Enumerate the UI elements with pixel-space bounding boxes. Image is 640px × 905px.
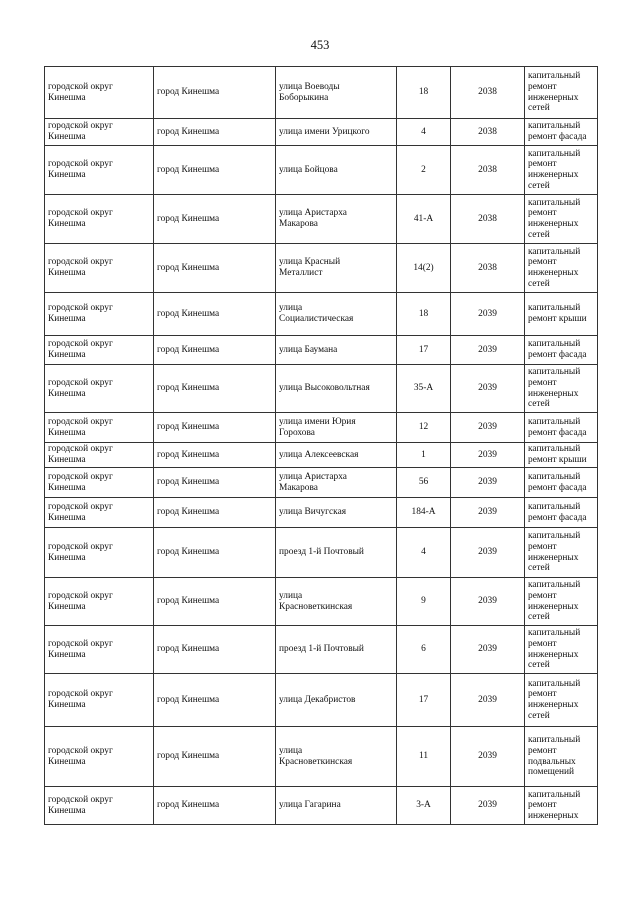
settlement-cell [154,119,276,146]
municipality-text: городской округ Кинешма [48,541,113,563]
house-number-text: 9 [421,596,426,607]
year-text: 2039 [478,694,497,705]
work-type-cell [525,119,598,146]
municipality-text: городской округ Кинешма [48,81,113,103]
year-cell [451,146,525,195]
street-text: улица Аристарха Макарова [279,471,347,493]
year-cell [451,119,525,146]
year-cell [451,528,525,578]
house-number-cell [397,146,451,195]
settlement-text: город Кинешма [157,344,220,355]
year-cell [451,365,525,413]
house-number-text: 184-А [411,507,436,518]
settlement-cell [154,67,276,119]
municipality-cell [45,498,154,528]
municipality-cell [45,365,154,413]
street-cell [276,336,397,365]
street-cell [276,528,397,578]
settlement-text: город Кинешма [157,751,220,762]
work-type-cell [525,727,598,787]
year-text: 2039 [478,422,497,433]
work-type-cell [525,443,598,468]
house-number-cell [397,443,451,468]
table-row [45,498,598,528]
year-text: 2038 [478,87,497,98]
table-row [45,195,598,244]
year-cell [451,468,525,498]
work-type-text: капитальный ремонт инженерных сетей [528,531,581,574]
street-cell [276,674,397,727]
settlement-cell [154,498,276,528]
table-body [45,67,598,825]
work-type-cell [525,626,598,674]
year-cell [451,578,525,626]
work-type-text: капитальный ремонт инженерных сетей [528,197,581,240]
municipality-cell [45,146,154,195]
street-cell [276,443,397,468]
municipality-cell [45,443,154,468]
year-text: 2039 [478,800,497,811]
street-text: улица Вичугская [279,507,347,518]
year-cell [451,727,525,787]
municipality-cell [45,787,154,825]
year-cell [451,626,525,674]
year-text: 2039 [478,449,497,460]
year-text: 2039 [478,596,497,607]
municipality-text: городской округ Кинешма [48,745,113,767]
street-text: улица Воеводы Боборыкина [279,81,340,103]
settlement-text: город Кинешма [157,800,220,811]
municipality-text: городской округ Кинешма [48,257,113,278]
house-number-cell [397,468,451,498]
house-number-cell [397,626,451,674]
street-text: улица Аристарха Макарова [279,208,347,229]
year-text: 2039 [478,507,497,518]
house-number-cell [397,293,451,336]
house-number-cell [397,727,451,787]
house-number-cell [397,413,451,443]
year-text: 2039 [478,308,497,319]
municipality-text: городской округ Кинешма [48,339,113,360]
work-type-text: капитальный ремонт инженерных сетей [528,246,581,289]
street-cell [276,195,397,244]
street-text: проезд 1-й Почтовый [279,547,364,558]
settlement-cell [154,336,276,365]
settlement-text: город Кинешма [157,126,220,137]
municipality-cell [45,119,154,146]
table-row [45,413,598,443]
settlement-cell [154,727,276,787]
year-text: 2038 [478,213,497,224]
table-row [45,578,598,626]
house-number-cell [397,787,451,825]
street-cell [276,727,397,787]
settlement-cell [154,626,276,674]
settlement-cell [154,365,276,413]
work-type-cell [525,244,598,293]
settlement-text: город Кинешма [157,262,220,273]
house-number-text: 18 [418,87,429,98]
street-text: улица имени Урицкого [279,126,370,137]
street-text: улица Социалистическая [279,303,354,324]
settlement-cell [154,146,276,195]
municipality-text: городской округ Кинешма [48,208,113,229]
settlement-text: город Кинешма [157,644,220,655]
street-text: проезд 1-й Почтовый [279,644,364,655]
work-type-text: капитальный ремонт фасада [528,471,587,493]
municipality-text: городской округ Кинешма [48,689,113,710]
work-type-text: капитальный ремонт фасада [528,501,587,523]
house-number-cell [397,119,451,146]
municipality-text: городской округ Кинешма [48,638,113,660]
municipality-cell [45,727,154,787]
settlement-text: город Кинешма [157,547,220,558]
house-number-text: 41-А [413,213,434,224]
municipality-cell [45,468,154,498]
work-type-cell [525,365,598,413]
table-row [45,727,598,787]
municipality-cell [45,293,154,336]
municipality-text: городской округ Кинешма [48,794,113,816]
table-row [45,336,598,365]
house-number-text: 17 [418,694,429,705]
house-number-cell [397,244,451,293]
house-number-text: 18 [418,308,429,319]
street-text: улица Высоковольтная [279,383,370,394]
table-row [45,468,598,498]
work-type-text: капитальный ремонт фасада [528,416,587,438]
house-number-text: 4 [421,547,426,558]
municipality-cell [45,413,154,443]
work-type-text: капитальный ремонт фасада [528,339,587,360]
street-cell [276,293,397,336]
table-row [45,443,598,468]
street-cell [276,244,397,293]
house-number-text: 11 [418,751,429,762]
work-type-cell [525,195,598,244]
work-type-text: капитальный ремонт инженерных сетей [528,367,581,410]
street-text: улица Алексеевская [279,449,359,460]
street-cell [276,365,397,413]
settlement-text: город Кинешма [157,507,220,518]
settlement-text: город Кинешма [157,477,220,488]
work-type-text: капитальный ремонт подвальных помещений [528,735,581,778]
house-number-text: 14(2) [413,262,434,273]
street-text: улица Гагарина [279,800,341,811]
settlement-text: город Кинешма [157,87,220,98]
municipality-text: городской округ Кинешма [48,471,113,493]
house-number-cell [397,365,451,413]
year-text: 2039 [478,477,497,488]
street-cell [276,468,397,498]
settlement-cell [154,413,276,443]
street-cell [276,787,397,825]
street-cell [276,413,397,443]
street-cell [276,626,397,674]
table-row [45,528,598,578]
year-cell [451,787,525,825]
work-type-cell [525,293,598,336]
settlement-text: город Кинешма [157,694,220,705]
settlement-text: город Кинешма [157,422,220,433]
year-cell [451,244,525,293]
settlement-cell [154,468,276,498]
work-type-cell [525,67,598,119]
year-text: 2039 [478,644,497,655]
year-text: 2038 [478,262,497,273]
work-type-cell [525,336,598,365]
municipality-cell [45,528,154,578]
house-number-cell [397,674,451,727]
municipality-cell [45,674,154,727]
table-row [45,293,598,336]
municipality-cell [45,244,154,293]
year-text: 2039 [478,547,497,558]
house-number-text: 12 [418,422,429,433]
municipality-cell [45,336,154,365]
work-type-text: капитальный ремонт инженерных сетей [528,678,581,721]
street-cell [276,67,397,119]
house-number-text: 2 [421,164,426,175]
work-type-text: капитальный ремонт инженерных сетей [528,148,581,191]
settlement-text: город Кинешма [157,449,220,460]
house-number-text: 4 [421,126,426,137]
municipality-cell [45,578,154,626]
year-cell [451,195,525,244]
work-type-text: капитальный ремонт крыши [528,444,587,465]
municipality-text: городской округ Кинешма [48,159,113,180]
year-text: 2039 [478,383,497,394]
settlement-cell [154,195,276,244]
work-type-text: капитальный ремонт крыши [528,303,587,324]
settlement-cell [154,443,276,468]
year-text: 2039 [478,751,497,762]
table-row [45,787,598,825]
work-type-cell [525,146,598,195]
house-number-text: 3-А [416,800,431,811]
settlement-text: город Кинешма [157,383,220,394]
work-type-cell [525,787,598,825]
municipality-cell [45,626,154,674]
settlement-cell [154,674,276,727]
street-cell [276,498,397,528]
table-row [45,119,598,146]
settlement-cell [154,578,276,626]
work-type-cell [525,498,598,528]
table-row [45,674,598,727]
municipality-text: городской округ Кинешма [48,121,113,142]
repair-schedule-table [44,66,598,825]
house-number-cell [397,195,451,244]
year-cell [451,674,525,727]
street-text: улица Красный Металлист [279,257,341,278]
house-number-cell [397,528,451,578]
street-text: улица Баумана [279,344,338,355]
year-text: 2039 [478,344,497,355]
municipality-cell [45,67,154,119]
year-cell [451,67,525,119]
table-row [45,365,598,413]
municipality-cell [45,195,154,244]
page-number: 453 [310,38,330,52]
house-number-text: 35-А [413,383,434,394]
year-cell [451,293,525,336]
work-type-text: капитальный ремонт инженерных сетей [528,71,581,114]
house-number-cell [397,578,451,626]
house-number-text: 56 [418,477,429,488]
street-text: улица Красноветкинская [279,745,353,767]
street-text: улица Красноветкинская [279,590,353,612]
settlement-cell [154,787,276,825]
year-cell [451,336,525,365]
settlement-text: город Кинешма [157,308,220,319]
municipality-text: городской округ Кинешма [48,416,113,438]
house-number-text: 6 [421,644,426,655]
table-row [45,626,598,674]
settlement-text: город Кинешма [157,164,220,175]
street-cell [276,119,397,146]
house-number-cell [397,67,451,119]
municipality-text: городской округ Кинешма [48,444,113,465]
work-type-cell [525,674,598,727]
table-row [45,146,598,195]
settlement-cell [154,293,276,336]
street-text: улица Бойцова [279,164,338,175]
work-type-text: капитальный ремонт инженерных сетей [528,580,581,623]
year-cell [451,498,525,528]
street-cell [276,146,397,195]
work-type-text: капитальный ремонт фасада [528,121,587,142]
year-cell [451,413,525,443]
work-type-cell [525,528,598,578]
year-text: 2038 [478,126,497,137]
municipality-text: городской округ Кинешма [48,303,113,324]
street-text: улица имени Юрия Горохова [279,416,356,438]
house-number-cell [397,336,451,365]
table-row [45,244,598,293]
settlement-cell [154,528,276,578]
municipality-text: городской округ Кинешма [48,377,113,399]
year-cell [451,443,525,468]
work-type-cell [525,413,598,443]
settlement-text: город Кинешма [157,213,220,224]
settlement-text: город Кинешма [157,596,220,607]
municipality-text: городской округ Кинешма [48,501,113,523]
house-number-cell [397,498,451,528]
house-number-text: 17 [418,344,429,355]
work-type-cell [525,578,598,626]
municipality-text: городской округ Кинешма [48,590,113,612]
work-type-text: капитальный ремонт инженерных сетей [528,628,581,671]
street-text: улица Декабристов [279,694,356,705]
settlement-cell [154,244,276,293]
street-cell [276,578,397,626]
work-type-cell [525,468,598,498]
table-row [45,67,598,119]
house-number-text: 1 [421,449,426,460]
work-type-text: капитальный ремонт инженерных [528,789,581,821]
year-text: 2038 [478,164,497,175]
